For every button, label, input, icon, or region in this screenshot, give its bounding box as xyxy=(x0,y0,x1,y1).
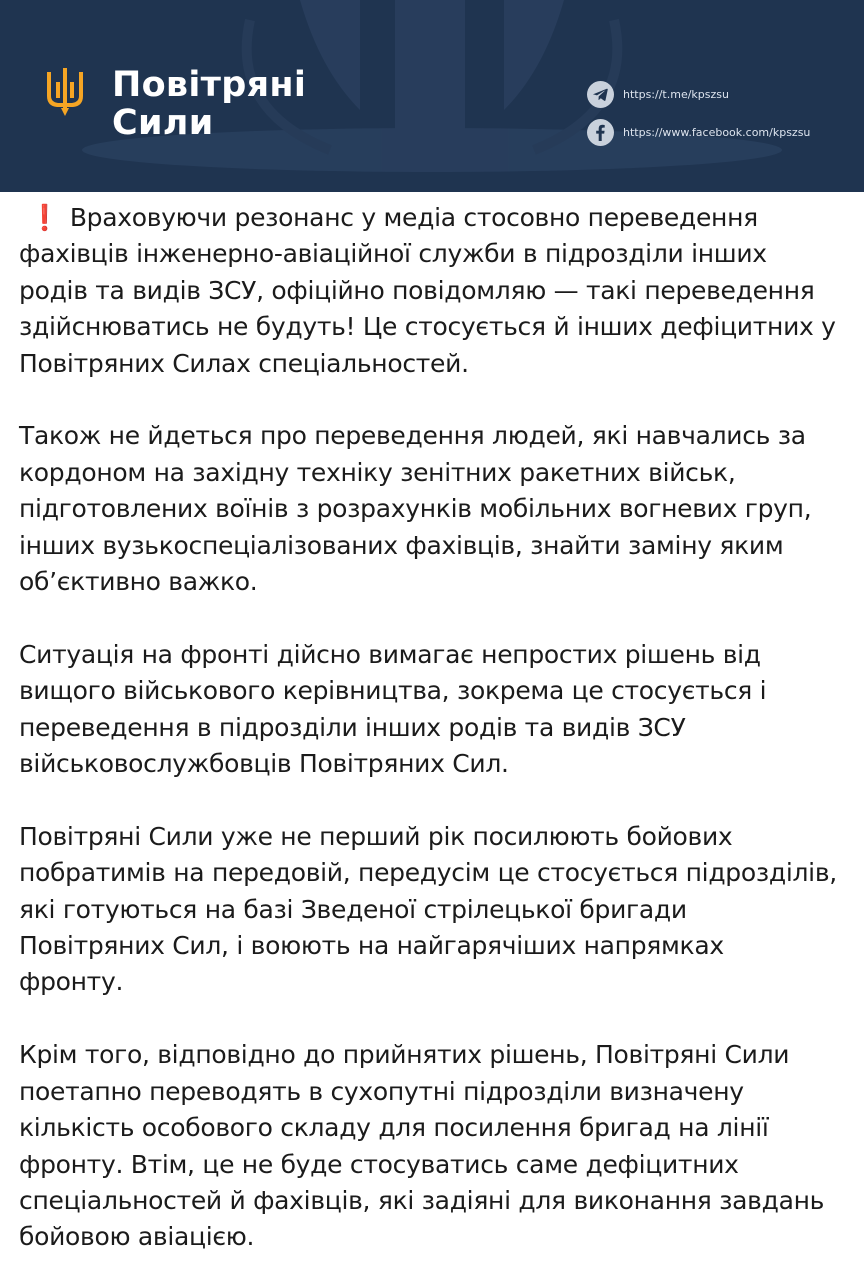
telegram-icon[interactable] xyxy=(587,81,614,108)
facebook-link-row[interactable] xyxy=(587,118,810,146)
brand-name xyxy=(112,66,306,142)
post-paragraph-4: Повітряні Сили уже не перший рік посилюють бойових побратимів на передовій, передусім це стосується підрозділів, які готуються на базі Зведеної стрілецької бригади Повітряних Сил, і воюють на найгарячіших напрямках фронту. xyxy=(19,821,837,997)
facebook-link[interactable]: https://www.facebook.com/kpszsu xyxy=(623,125,811,139)
header-banner xyxy=(0,0,864,192)
brand-line-2: Сили xyxy=(112,103,214,143)
post-body xyxy=(19,200,849,1256)
exclamation-icon: ❗ xyxy=(29,203,60,232)
paragraph-1-text: Враховуючи резонанс у медіа стосовно переведення фахівців інженерно-авіаційної служби в підрозділи інших родів та видів ЗСУ, офіційно повідомляю — такі переведення здійснюватись не будуть! Це стосується й інших дефіцитних у Повітряних Силах спеціальностей. xyxy=(19,203,836,378)
post-paragraph-5: Крім того, відповідно до прийнятих рішень, Повітряні Сили поетапно переводять в сухопутні підрозділи визначену кількість особового складу для посилення бригад на лінії фронту. Втім, це не буде стосуватись саме дефіцитних спеціальностей й фахівців, які задіяні для виконання завдань бойовою авіацією. xyxy=(19,1040,825,1252)
post-paragraph-1 xyxy=(19,200,849,382)
telegram-link-row[interactable] xyxy=(587,80,810,108)
social-links xyxy=(587,80,810,156)
brand-line-1: Повітряні xyxy=(112,65,307,105)
post-paragraph-2: Також не йдеться про переведення людей, які навчались за кордоном на західну техніку зенітних ракетних військ, підготовлених воїнів з розрахунків мобільних вогневих груп, інших вузькоспеціалізованих фахівців, знайти заміну яким об’єктивно важко. xyxy=(19,421,812,597)
post-paragraph-3: Ситуація на фронті дійсно вимагає непростих рішень від вищого військового керівництва, зокрема це стосується і переведення в підрозділи інших родів та видів ЗСУ військовослужбовців Повітряних Сил. xyxy=(19,639,767,779)
facebook-icon[interactable] xyxy=(587,119,614,146)
telegram-link[interactable]: https://t.me/kpszsu xyxy=(623,87,729,101)
brand xyxy=(46,66,306,142)
trident-icon xyxy=(46,68,84,116)
